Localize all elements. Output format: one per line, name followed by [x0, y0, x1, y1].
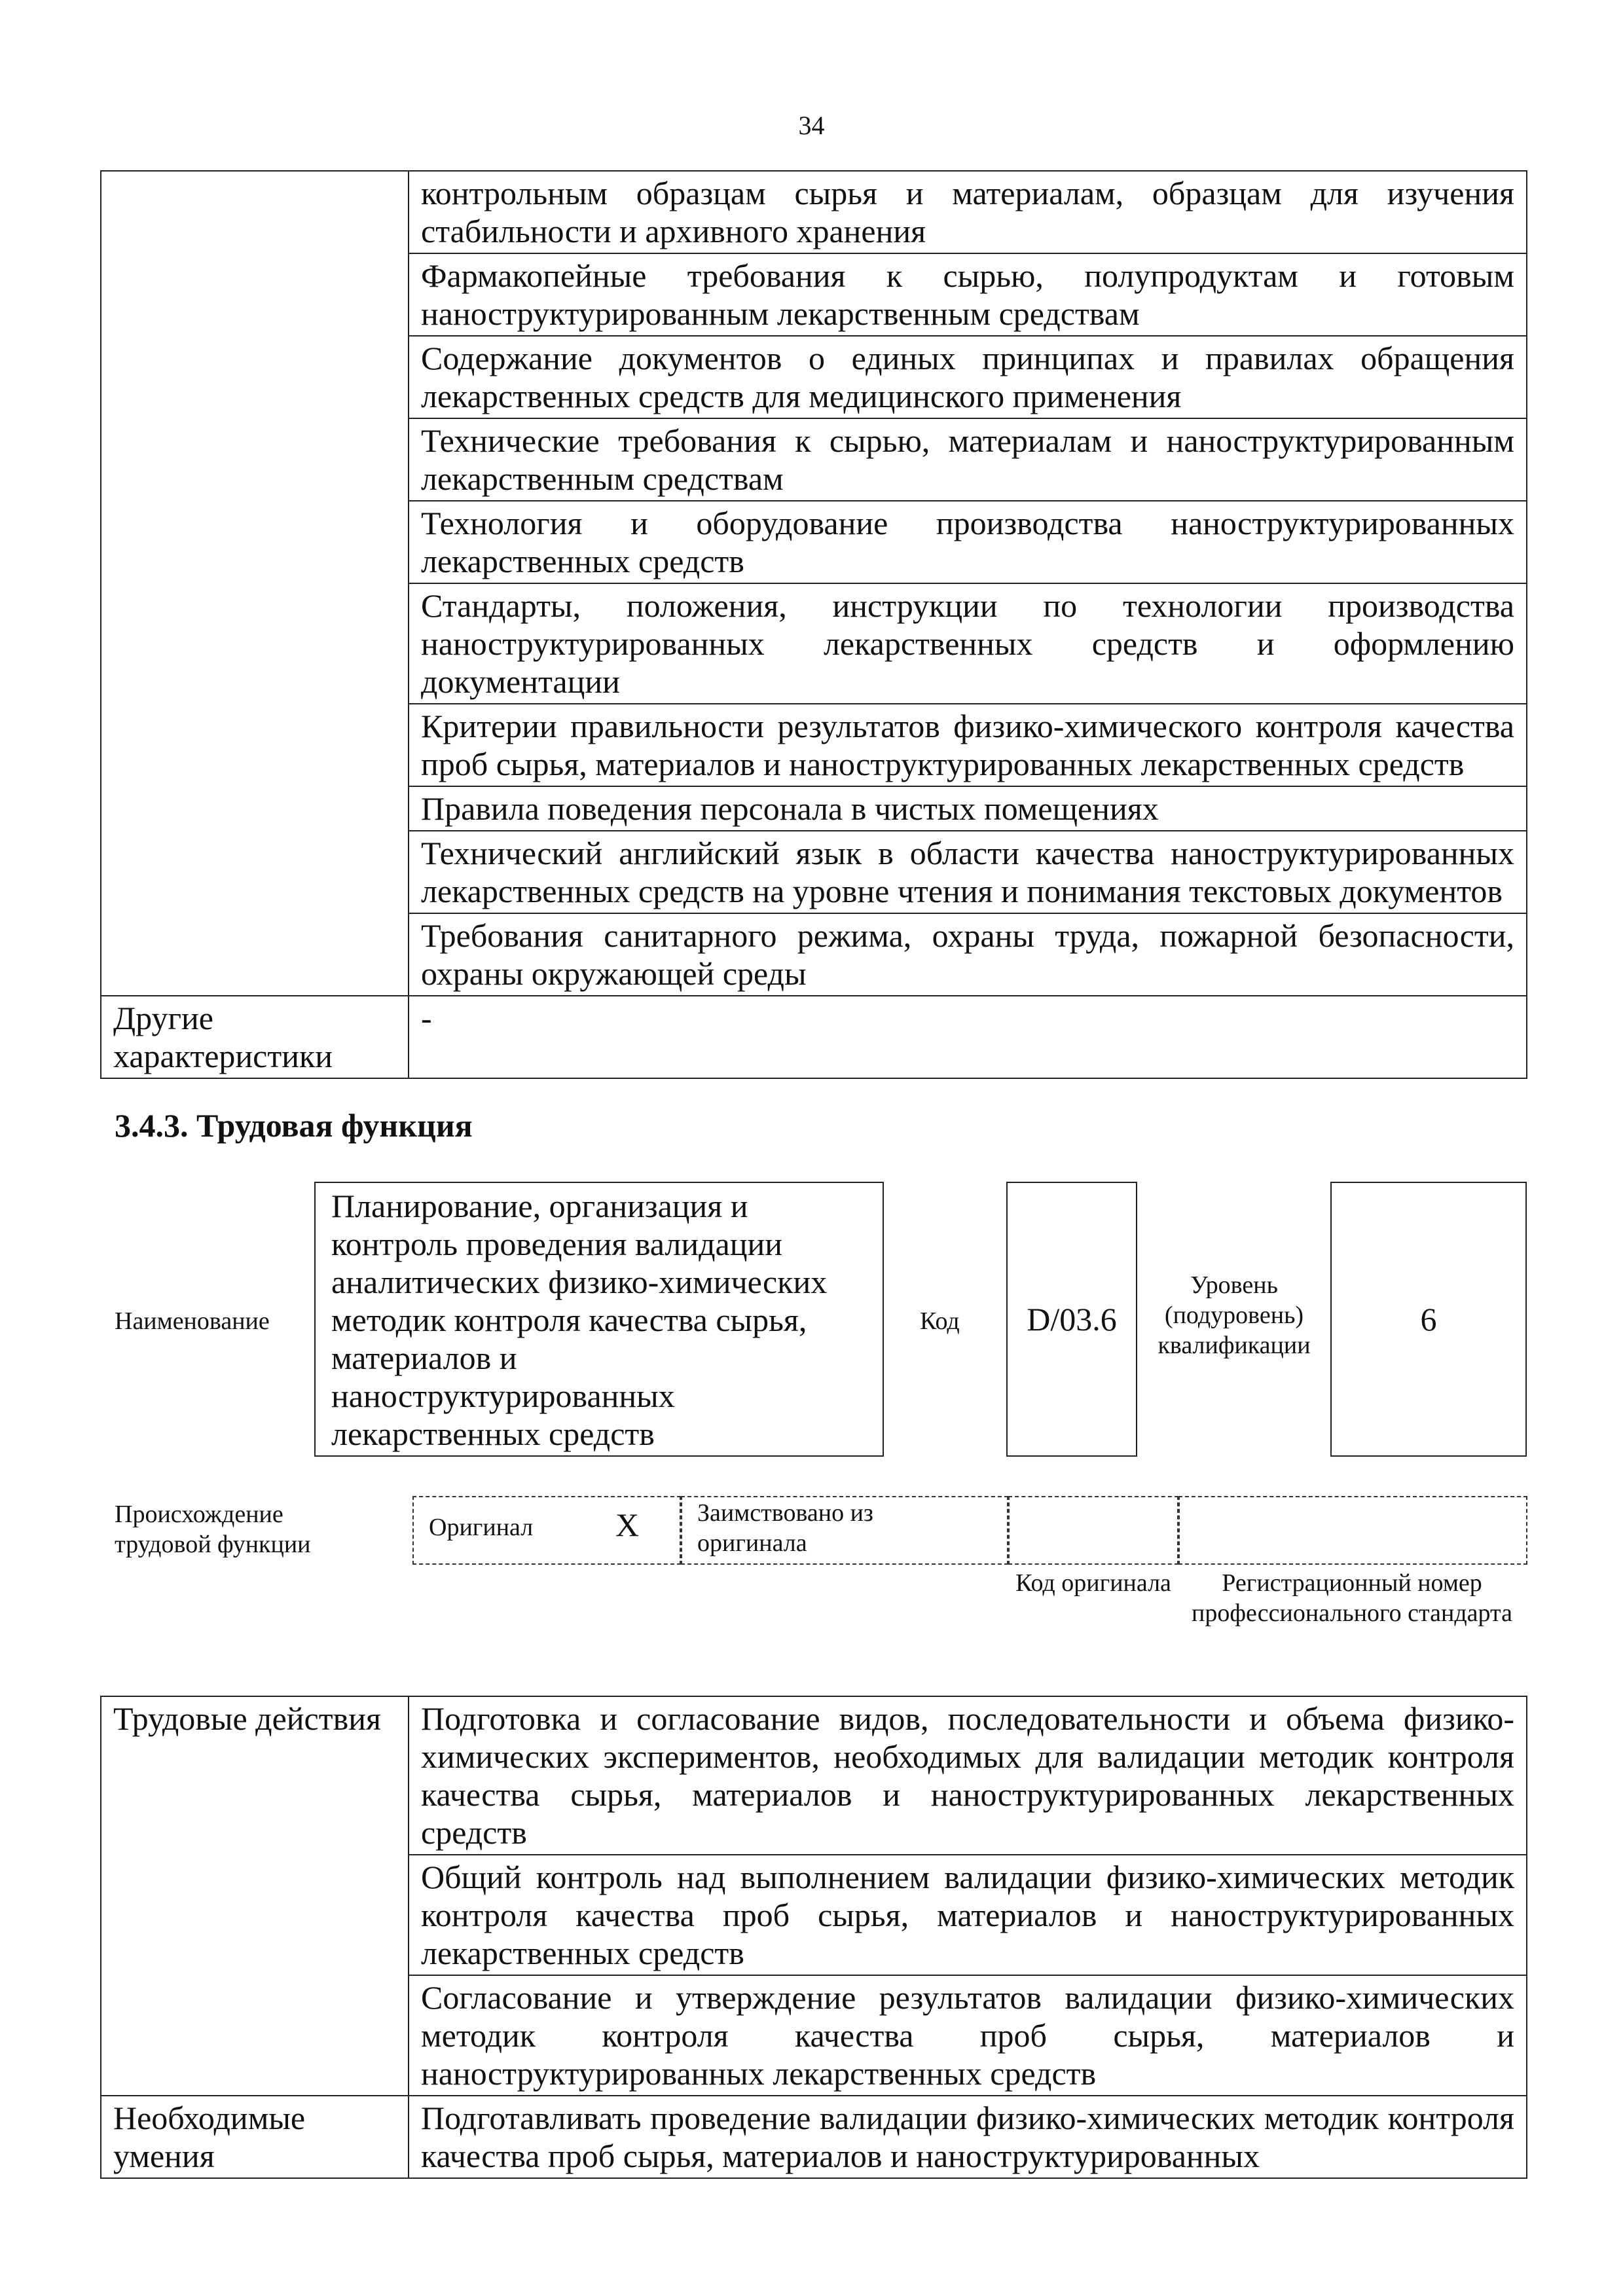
- function-name-box: Планирование, организация и контроль проведения валидации аналитических физико-химических методик контроля качества сырья, материалов и наноструктурированных лекарственных средств: [314, 1182, 884, 1457]
- level-label: Уровень (подуровень) квалификации: [1158, 1271, 1311, 1359]
- table-cell: Технология и оборудование производства наноструктурированных лекарственных средств: [409, 501, 1527, 583]
- table-cell: Согласование и утверждение результатов валидации физико-химических методик контроля качества проб сырья, материалов и наноструктурированных лекарственных средств: [409, 1975, 1527, 2096]
- table-cell: Подготовка и согласование видов, последовательности и объема физико-химических экспериментов, необходимых для валидации методик контроля качества сырья, материалов и наноструктурированных лекарственных средств: [409, 1696, 1527, 1855]
- table-cell: Подготавливать проведение валидации физико-химических методик контроля качества проб сырья, материалов и наноструктурированных: [409, 2096, 1527, 2178]
- original-label: Оригинал: [429, 1514, 534, 1541]
- original-mark: X: [615, 1506, 640, 1543]
- other-characteristics-value: -: [409, 996, 1527, 1078]
- table-row: [101, 1696, 1527, 1855]
- section-heading: 3.4.3. Трудовая функция: [115, 1107, 473, 1144]
- table-row: [101, 171, 1527, 253]
- original-code-box: [1008, 1496, 1178, 1565]
- table-cell: Критерии правильности результатов физико-химического контроля качества проб сырья, материалов и наноструктурированных лекарственных средств: [409, 704, 1527, 786]
- code-label: Код: [920, 1307, 960, 1335]
- table-cell: контрольным образцам сырья и материалам, образцам для изучения стабильности и архивного хранения: [409, 171, 1527, 253]
- reg-number-caption: Регистрационный номер профессионального стандарта: [1192, 1569, 1512, 1627]
- level-value-box: 6: [1330, 1182, 1527, 1457]
- reg-number-box: [1178, 1496, 1527, 1565]
- labor-actions-label: Трудовые действия: [101, 1696, 409, 2096]
- labor-actions-table: [100, 1696, 1527, 2179]
- table-cell: Содержание документов о единых принципах и правилах обращения лекарственных средств для медицинского применения: [409, 336, 1527, 418]
- name-label: Наименование: [115, 1307, 270, 1335]
- original-code-caption: Код оригинала: [1015, 1569, 1171, 1597]
- table-row: [101, 2096, 1527, 2178]
- function-code-box: D/03.6: [1006, 1182, 1137, 1457]
- skills-label: Необходимые умения: [101, 2096, 409, 2178]
- table-cell: Фармакопейные требования к сырью, полупродуктам и готовым наноструктурированным лекарственным средствам: [409, 253, 1527, 336]
- table-cell: Технические требования к сырью, материалам и наноструктурированным лекарственным средствам: [409, 418, 1527, 501]
- knowledge-table: [100, 170, 1527, 1079]
- table-row: [101, 996, 1527, 1078]
- borrowed-label: Заимствовано из оригинала: [697, 1499, 873, 1557]
- table-cell: Технический английский язык в области качества наноструктурированных лекарственных средств на уровне чтения и понимания текстовых документов: [409, 831, 1527, 913]
- empty-label-cell: [101, 171, 409, 996]
- table-cell: Стандарты, положения, инструкции по технологии производства наноструктурированных лекарственных средств и оформлению документации: [409, 583, 1527, 704]
- other-characteristics-label: Другие характеристики: [101, 996, 409, 1078]
- page-number: 34: [798, 111, 825, 140]
- origin-label: Происхождение трудовой функции: [115, 1501, 311, 1558]
- table-cell: Правила поведения персонала в чистых помещениях: [409, 786, 1527, 831]
- table-cell: Требования санитарного режима, охраны труда, пожарной безопасности, охраны окружающей среды: [409, 913, 1527, 996]
- table-cell: Общий контроль над выполнением валидации физико-химических методик контроля качества проб сырья, материалов и наноструктурированных лекарственных средств: [409, 1855, 1527, 1975]
